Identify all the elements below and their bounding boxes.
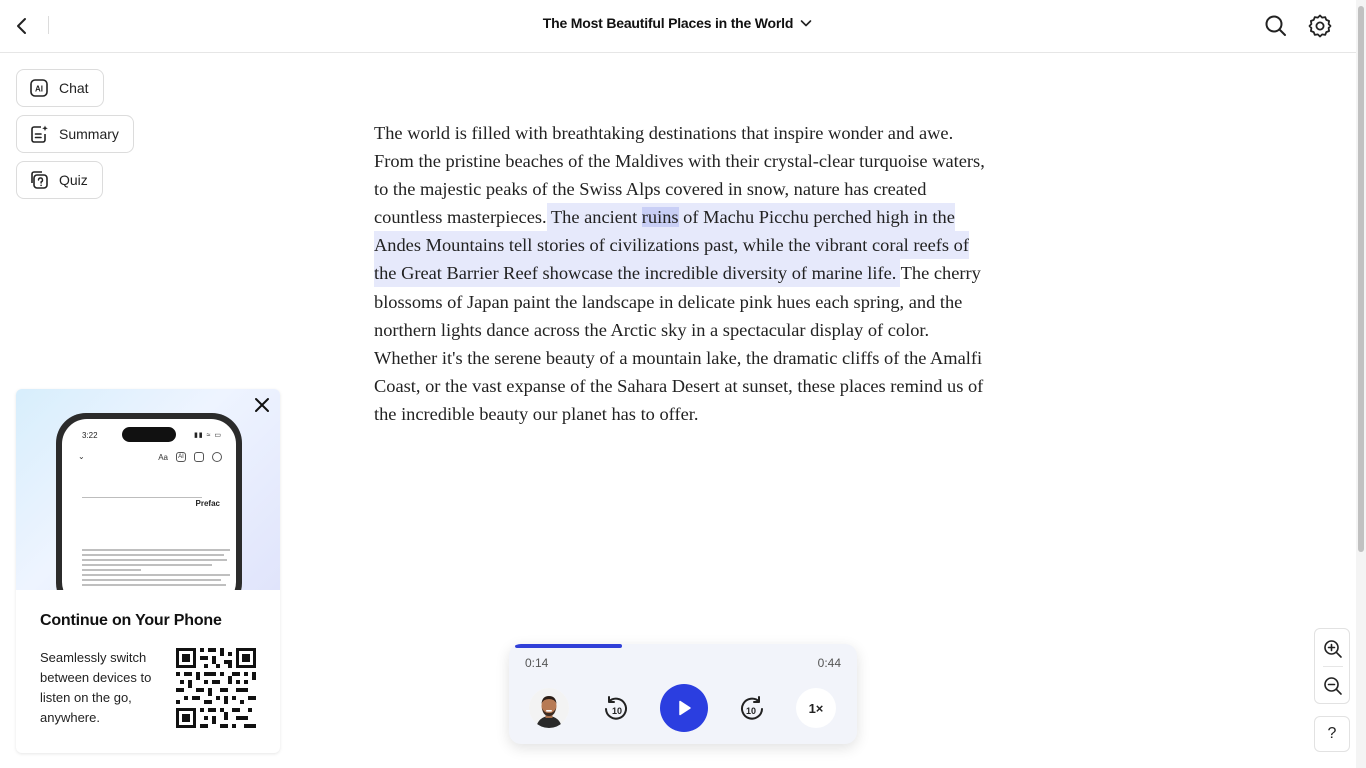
play-button[interactable]: [660, 684, 708, 732]
quiz-icon: [29, 170, 49, 190]
top-bar: [0, 0, 1356, 53]
gear-icon[interactable]: [1307, 13, 1333, 39]
chevron-down-icon: [799, 16, 813, 30]
summary-label: Summary: [59, 126, 119, 142]
scrollbar-thumb[interactable]: [1358, 6, 1364, 552]
phone-divider: [82, 497, 202, 498]
audio-player: [509, 644, 857, 744]
phone-illustration: [16, 389, 280, 590]
highlight-start: The ancient: [550, 207, 642, 228]
phone-doc-icon: [194, 452, 204, 462]
chat-label: Chat: [59, 80, 89, 96]
phone-status-icons: ▮▮ ≈ ▭: [193, 432, 222, 439]
zoom-in-icon[interactable]: [1322, 638, 1344, 660]
document-title: The Most Beautiful Places in the World: [542, 15, 794, 31]
voice-avatar[interactable]: [529, 688, 569, 728]
current-word[interactable]: ruins: [641, 207, 679, 228]
phone-text-lines: [82, 549, 230, 589]
zoom-controls: [1314, 628, 1350, 704]
continue-on-phone-card: [16, 389, 280, 753]
phone-mockup: [56, 413, 242, 590]
forward-10-icon[interactable]: [737, 694, 767, 724]
phone-ai-icon: AI: [176, 452, 186, 462]
playback-speed-button[interactable]: 1×: [796, 688, 836, 728]
promo-description: Seamlessly switch between devices to listen on the go, anywhere.: [40, 650, 152, 725]
document-title-dropdown[interactable]: [543, 15, 813, 31]
close-icon[interactable]: [252, 395, 272, 415]
rewind-10-icon[interactable]: [601, 694, 631, 724]
rewind-seconds: 10: [611, 706, 623, 716]
svg-text:AI: AI: [35, 84, 43, 94]
phone-time: 3:22: [82, 431, 98, 440]
reader-text: [374, 119, 994, 428]
current-time: 0:14: [525, 656, 549, 670]
search-icon[interactable]: [1263, 13, 1289, 39]
reader-text-before: The world is filled with breathtaking destinations that inspire wonder and awe. From the pristine beaches of the Maldives with their crystal-clear turquoise waters, to the majestic peaks of the Swiss Alps covered in snow, nature has created countless masterpieces.: [374, 123, 985, 228]
quiz-button[interactable]: [16, 161, 103, 199]
play-icon: [675, 699, 693, 717]
phone-heading: Prefac: [195, 499, 220, 508]
progress-fill: [515, 644, 622, 648]
phone-more-icon: [212, 452, 222, 462]
zoom-out-icon[interactable]: [1322, 675, 1344, 697]
phone-dynamic-island: [122, 427, 176, 442]
chat-button[interactable]: [16, 69, 104, 107]
quiz-label: Quiz: [59, 172, 88, 188]
phone-chevron-icon: ⌄: [78, 452, 85, 461]
qr-code: [176, 648, 256, 728]
voice-avatar-image: [529, 688, 569, 728]
highlight-end: of Machu Picchu perched high in the Andes Mountains tell stories of civilizations past, while the vibrant coral reefs of the Great Barrier Reef showcase the incredible diversity of marine life.: [374, 207, 969, 284]
phone-font-label: Aa: [158, 452, 168, 462]
summary-icon: [29, 124, 49, 144]
total-time: 0:44: [817, 656, 841, 670]
help-button[interactable]: ?: [1314, 716, 1350, 752]
forward-seconds: 10: [745, 706, 757, 716]
zoom-divider: [1323, 666, 1343, 667]
reader-text-after: The cherry blossoms of Japan paint the landscape in delicate pink hues each spring, and the northern lights dance across the Arctic sky in a spectacular display of color. Whether it's the serene beauty of a mountain lake, the dramatic cliffs of the Amalfi Coast, or the vast expanse of the Sahara Desert at sunset, these places remind us of the incredible beauty our planet has to offer.: [374, 263, 984, 424]
summary-button[interactable]: [16, 115, 134, 153]
ai-chat-icon: [29, 78, 49, 98]
promo-title: Continue on Your Phone: [40, 612, 222, 629]
